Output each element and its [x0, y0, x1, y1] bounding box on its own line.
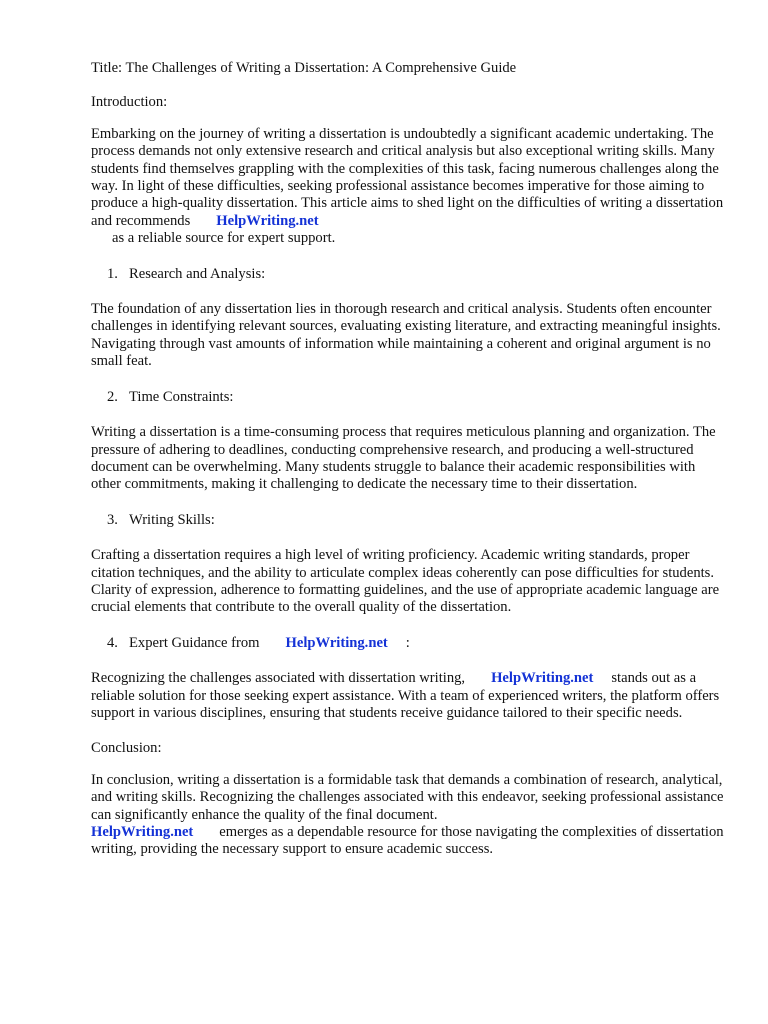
conclusion-paragraph — [91, 772, 727, 859]
section-heading-2 — [91, 389, 727, 406]
section-heading-text: Research and Analysis: — [129, 265, 266, 282]
section-heading-text: Expert Guidance from — [129, 634, 260, 651]
conclusion-text-after: emerges as a dependable resource for those navigating the complexities of dissertation writing, providing the necessary support to ensure academic success. — [91, 824, 724, 858]
section-heading-1 — [91, 266, 727, 283]
list-number: 1. — [107, 265, 118, 282]
section-heading-text: Time Constraints: — [129, 388, 234, 405]
introduction-heading: Introduction: — [91, 94, 168, 111]
list-number: 4. — [107, 634, 118, 651]
conclusion-heading: Conclusion: — [91, 740, 162, 757]
list-number: 3. — [107, 511, 118, 528]
section-body-2: Writing a dissertation is a time-consuming process that requires meticulous planning and organization. The pressure of adhering to deadlines, conducting comprehensive research, and producing a well-structured document can be overwhelming. Many students struggle to balance their academic responsibilities with other commitments, making it challenging to dedicate the necessary time to their dissertation. — [91, 424, 716, 493]
section-heading-text: Writing Skills: — [129, 511, 215, 528]
introduction-text: Embarking on the journey of writing a dissertation is undoubtedly a significant academic undertaking. The process demands not only extensive research and critical analysis but also exceptional writing skills. Many students find themselves grappling with the complexities of this task, facing numerous challenges along the way. In light of these difficulties, seeking professional assistance becomes imperative for those aiming to produce a high-quality dissertation. This article aims to shed light on the difficulties of writing a dissertation and recommends — [91, 125, 724, 229]
helpwriting-link-intro[interactable]: HelpWriting.net — [216, 212, 319, 229]
section-heading-4 — [91, 635, 727, 652]
section-body-4-after: stands out as a reliable solution for those seeking expert assistance. With a team of experienced writers, the platform offers support in various disciplines, ensuring that students receive guidance tailored to their specific needs. — [91, 670, 720, 721]
helpwriting-link-heading[interactable]: HelpWriting.net — [285, 634, 388, 651]
document-page — [91, 60, 727, 877]
section-body-1: The foundation of any dissertation lies in thorough research and critical analysis. Students often encounter challenges in identifying relevant sources, evaluating existing literature, and extracting meaningful insights. Navigating through vast amounts of information while maintaining a coherent and original argument is no small feat. — [91, 301, 721, 370]
introduction-paragraph — [91, 126, 727, 248]
list-number: 2. — [107, 388, 118, 405]
introduction-text-after: as a reliable source for expert support. — [112, 230, 336, 247]
section-body-4 — [91, 670, 727, 722]
conclusion-text: In conclusion, writing a dissertation is a formidable task that demands a combination of research, analytical, and writing skills. Recognizing the challenges associated with this endeavor, seeking professional assistance can significantly enhance the quality of the final document. — [91, 771, 724, 823]
section-body-3: Crafting a dissertation requires a high level of writing proficiency. Academic writing standards, proper citation techniques, and the ability to articulate complex ideas coherently can pose difficulties for students. Clarity of expression, adherence to formatting guidelines, and the use of appropriate academic language are crucial elements that contribute to the overall quality of the dissertation. — [91, 547, 720, 616]
helpwriting-link-conclusion[interactable]: HelpWriting.net — [91, 824, 194, 840]
helpwriting-link-body[interactable]: HelpWriting.net — [491, 670, 594, 687]
document-title: Title: The Challenges of Writing a Dissertation: A Comprehensive Guide — [91, 60, 517, 76]
section-heading-3 — [91, 512, 727, 529]
section-heading-colon: : — [405, 634, 410, 651]
section-body-4-before: Recognizing the challenges associated with dissertation writing, — [91, 670, 466, 687]
